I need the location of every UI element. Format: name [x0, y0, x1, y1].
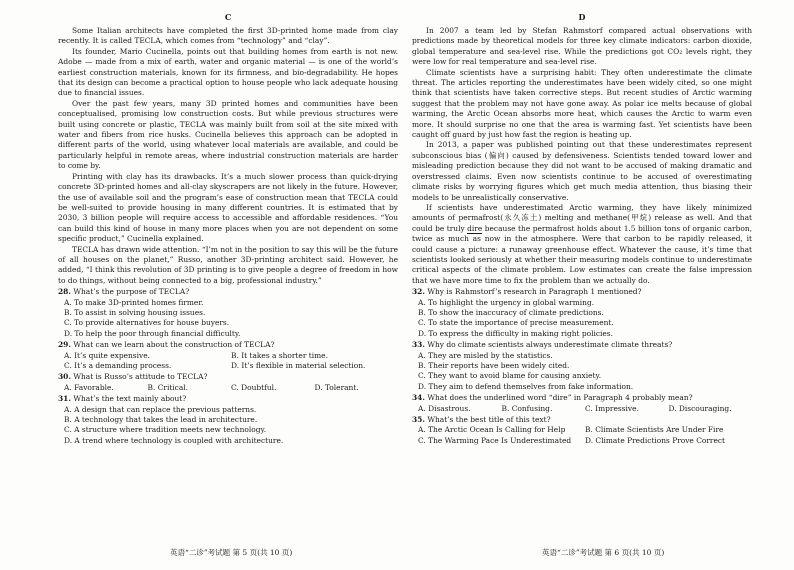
- question-number: 34.: [412, 393, 425, 403]
- option-d[interactable]: D. Discouraging.: [668, 403, 732, 413]
- passage-c-paragraph-1: Some Italian architects have completed the first 3D-printed home made from clay recently. It is called TECLA, which comes from “technology” and “clay”.: [58, 26, 398, 46]
- option-d[interactable]: D. To express the difficulty in making right policies.: [418, 328, 613, 338]
- question-number: 28.: [58, 287, 71, 297]
- question-number: 32.: [412, 287, 425, 297]
- passage-c-paragraph-5: TECLA has drawn wide attention. “I’m not in the position to say this will be the future of all houses on the planet,” Russo, another 3D-printing architect said. However, he added, “I think this revolution of 3D printing is to give people a degree of freedom in how to do things, without being connected to a big, professional industry.”: [58, 244, 398, 285]
- option-d[interactable]: D. They aim to defend themselves from fake information.: [418, 381, 634, 391]
- option-b[interactable]: B. Climate Scientists Are Under Fire: [585, 425, 724, 435]
- option-c[interactable]: C. To provide alternatives for house buyers.: [64, 318, 230, 328]
- question-34: [412, 393, 752, 414]
- option-d[interactable]: D. Climate Predictions Prove Correct: [585, 435, 726, 445]
- question-stem: Why is Rahmstorf’s research in Paragraph 1 mentioned?: [427, 287, 642, 297]
- right-column: [412, 12, 752, 446]
- option-d[interactable]: D. To help the poor through financial difficulty.: [64, 328, 241, 338]
- question-30: [58, 372, 398, 393]
- question-33: [412, 340, 752, 392]
- option-a[interactable]: A. Favorable.: [64, 382, 114, 392]
- passage-c-paragraph-2: Its founder, Mario Cucinella, points out that building homes from earth is not new. Adobe — made from a mix of earth, water and organic material — is one of the world’s earliest construction materials, known for its firmness, and bio-degradability. He hopes that its design can become a practical option to house people who lack adequate housing due to financial issues.: [58, 46, 398, 98]
- option-a[interactable]: A. To make 3D-printed homes firmer.: [64, 297, 204, 307]
- option-a[interactable]: A. The Arctic Ocean Is Calling for Help: [418, 425, 566, 435]
- option-b[interactable]: B. Critical.: [147, 382, 189, 392]
- question-stem: What can we learn about the construction of TECLA?: [73, 340, 275, 350]
- option-a[interactable]: A. To highlight the urgency in global warming.: [418, 297, 595, 307]
- option-a[interactable]: A. Disastrous.: [418, 403, 471, 413]
- option-a[interactable]: A. A design that can replace the previous patterns.: [64, 404, 257, 414]
- question-number: 33.: [412, 340, 425, 350]
- question-32: [412, 287, 752, 339]
- left-column: [58, 12, 398, 446]
- question-stem: What’s the best title of this text?: [427, 415, 551, 425]
- question-number: 31.: [58, 394, 71, 404]
- option-b[interactable]: B. Their reports have been widely cited.: [418, 361, 570, 370]
- option-a[interactable]: A. It’s quite expensive.: [64, 350, 150, 360]
- option-b[interactable]: B. To show the inaccuracy of climate predictions.: [418, 307, 604, 317]
- option-c[interactable]: C. Impressive.: [585, 403, 639, 413]
- passage-d-paragraph-4: If scientists have underestimated Arctic warming, they have likely minimized amounts of permafrost(永久冻土) melting and methane(甲烷) release as well. And that could be truly dire because the permafrost holds about 1.5 billion tons of organic carbon, twice as much as now in the atmosphere. Were that carbon to be rapidly released, it could cause a picture: a runaway greenhouse effect. Whatever the cause, it’s time that scientists looked seriously at whether their measuring models continue to underestimate critical aspects of the climate problem. Low estimates can create the false impression that we have more time to fix the problem than we actually do.: [412, 202, 752, 285]
- section-letter-d: D: [578, 12, 586, 22]
- page-footer-left: 英语“二诊”考试题 第 5 页(共 10 页): [170, 548, 293, 557]
- question-number: 35.: [412, 415, 425, 425]
- question-31: [58, 394, 398, 446]
- option-b[interactable]: B. A technology that takes the lead in architecture.: [64, 415, 258, 425]
- option-c[interactable]: C. Doubtful.: [231, 382, 277, 392]
- option-c[interactable]: C. They want to avoid blame for causing anxiety.: [418, 371, 602, 381]
- option-d[interactable]: D. A trend where technology is coupled with architecture.: [64, 435, 284, 445]
- section-letter-c: C: [224, 12, 232, 22]
- question-stem: What is Russo’s attitude to TECLA?: [73, 372, 208, 382]
- question-number: 29.: [58, 340, 71, 350]
- option-c[interactable]: C. To state the importance of precise measurement.: [418, 318, 614, 328]
- passage-c-paragraph-3: Over the past few years, many 3D printed homes and communities have been conceptualised, promising low construction costs. But while previous structures were built using concrete or plastic, TECLA was mainly built from soil at the site mixed with water and fibers from rice husks. Cucinella believes this approach can be adopted in different parts of the world, using whatever local materials are available, and could be particularly helpful in remote areas, where industrial construction materials are harder to come by.: [58, 98, 398, 171]
- option-c[interactable]: C. The Warming Pace Is Underestimated: [418, 435, 572, 445]
- passage-c-paragraph-4: Printing with clay has its drawbacks. It’s a much slower process than quick-drying concrete 3D-printed homes and all-clay skyscrapers are not likely in the future. However, the use of available soil and the program’s ease of construction mean that TECLA could be well-suited to provide housing in many different countries. It is estimated that by 2030, 3 billion people will require access to accessible and affordable residences. “You can build this kind of house in many more places when you are not dependent on some specific product,” Cucinella explained.: [58, 171, 398, 244]
- option-d[interactable]: D. It’s flexible in material selection.: [231, 361, 366, 370]
- underlined-word-dire: dire: [467, 223, 483, 233]
- question-stem: What’s the purpose of TECLA?: [73, 287, 190, 297]
- question-stem: Why do climate scientists always underestimate climate threats?: [427, 340, 673, 350]
- passage-d-paragraph-1: In 2007 a team led by Stefan Rahmstorf compared actual observations with predictions made by theoretical models for three key climate indicators: carbon dioxide, global temperature and sea-level rise. While the predictions got CO₂ levels right, they were low for real temperature and sea-level rise.: [412, 26, 752, 67]
- option-c[interactable]: C. It’s a demanding process.: [64, 361, 172, 370]
- option-b[interactable]: B. Confusing.: [501, 403, 553, 413]
- option-b[interactable]: B. It takes a shorter time.: [231, 350, 328, 360]
- option-b[interactable]: B. To assist in solving housing issues.: [64, 307, 206, 317]
- option-d[interactable]: D. Tolerant.: [314, 382, 359, 392]
- question-35: [412, 415, 752, 446]
- question-stem: What does the underlined word “dire” in Paragraph 4 probably mean?: [427, 393, 693, 403]
- passage-d-paragraph-3: In 2013, a paper was published pointing out that these underestimates represent subconscious bias (偏向) caused by defensiveness. Scientists tended toward lower and misleading prediction because they did not want to be accused of making dramatic and overstressed claims. Even now scientists continue to be accused of overestimating climate risks by worrying figures which get much media attention, thus biasing their models to be unrealistically conservative.: [412, 140, 752, 202]
- page-footer-right: 英语“二诊”考试题 第 6 页(共 10 页): [542, 548, 665, 557]
- option-a[interactable]: A. They are misled by the statistics.: [418, 350, 553, 360]
- passage-d-paragraph-2: Climate scientists have a surprising habit: They often underestimate the climate threat. The articles reporting the underestimates have been widely cited, so one might think that scientists have taken corrective steps. But recent studies of Arctic warming suggest that the problem may not have gone away. As polar ice melts because of global warming, the Arctic Ocean absorbs more heat, which causes the Arctic to warm even more. It should surprise no one that the area is warming fast. Yet scientists have been caught off guard by just how fast the region is heating up.: [412, 67, 752, 140]
- question-stem: What’s the text mainly about?: [73, 394, 187, 404]
- option-c[interactable]: C. A structure where tradition meets new technology.: [64, 425, 267, 435]
- question-29: [58, 340, 398, 371]
- question-number: 30.: [58, 372, 71, 382]
- question-28: [58, 287, 398, 339]
